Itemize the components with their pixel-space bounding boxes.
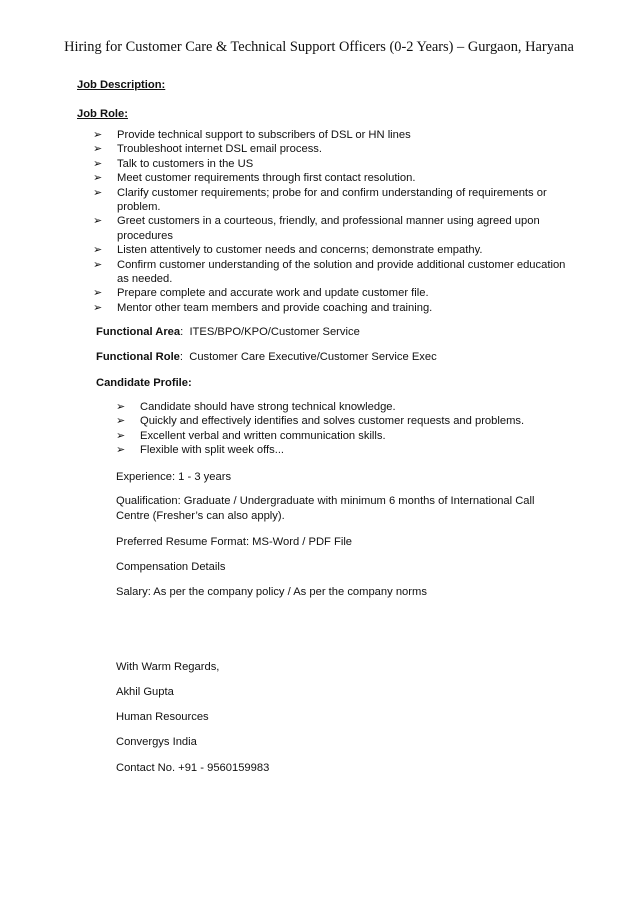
list-item-text: Flexible with split week offs... (140, 444, 285, 457)
functional-area-separator: : (180, 326, 184, 338)
functional-role (96, 350, 437, 364)
arrow-bullet-icon: ➢ (116, 444, 126, 457)
compensation-line: Compensation Details (116, 561, 226, 573)
list-item-text: Quickly and effectively identifies and solves customer requests and problems. (140, 415, 525, 428)
arrow-bullet-icon: ➢ (93, 215, 103, 228)
arrow-bullet-icon: ➢ (93, 244, 103, 257)
list-item-text: Mentor other team members and provide coaching and training. (117, 301, 433, 314)
list-item-text: Prepare complete and accurate work and update customer file. (117, 287, 429, 300)
signature-department: Human Resources (116, 711, 209, 723)
job-role-list (93, 128, 573, 315)
arrow-bullet-icon: ➢ (93, 172, 103, 185)
arrow-bullet-icon: ➢ (116, 429, 126, 442)
functional-area (96, 325, 360, 339)
job-role-heading: Job Role: (77, 108, 128, 120)
list-item-text: problem. (117, 201, 161, 214)
list-item-text: Meet customer requirements through first contact resolution. (117, 172, 416, 185)
arrow-bullet-icon: ➢ (93, 129, 103, 141)
list-item (93, 157, 573, 171)
list-item (116, 443, 576, 457)
page-header: Hiring for Customer Care & Technical Support Officers (0-2 Years) – Gurgaon, Haryana (64, 39, 574, 55)
arrow-bullet-icon: ➢ (116, 401, 126, 413)
list-item-text: Listen attentively to customer needs and concerns; demonstrate empathy. (117, 244, 483, 257)
functional-role-separator: : (179, 351, 184, 363)
arrow-bullet-icon: ➢ (116, 415, 126, 428)
list-item (116, 429, 576, 443)
list-item (93, 128, 573, 142)
functional-role-label: Functional Role (96, 351, 180, 363)
signature-name: Akhil Gupta (116, 686, 174, 698)
signature-contact: Contact No. +91 - 9560159983 (116, 762, 270, 774)
arrow-bullet-icon: ➢ (93, 287, 103, 300)
signature-greeting: With Warm Regards, (116, 661, 220, 673)
list-item (93, 286, 573, 300)
list-item-text: procedures (117, 229, 173, 242)
list-item (116, 414, 576, 428)
list-item-text: as needed. (117, 273, 173, 286)
signature-company: Convergys India (116, 736, 197, 748)
arrow-bullet-icon: ➢ (93, 186, 103, 199)
list-item-text: Troubleshoot internet DSL email process. (117, 143, 322, 156)
list-item-text: Provide technical support to subscribers of DSL or HN lines (117, 129, 411, 141)
list-item-text: Confirm customer understanding of the solution and provide additional customer education (117, 258, 566, 271)
job-description-heading: Job Description: (77, 79, 166, 91)
list-item (93, 258, 573, 287)
list-item (93, 243, 573, 257)
resume-format-line: Preferred Resume Format: MS-Word / PDF File (116, 536, 353, 548)
list-item-text: Greet customers in a courteous, friendly, and professional manner using agreed upon (117, 215, 540, 228)
qualification-line-2: Centre (Fresher’s can also apply). (116, 510, 285, 522)
list-item (93, 301, 573, 315)
qualification-line-1: Qualification: Graduate / Undergraduate with minimum 6 months of International Call (116, 495, 535, 507)
list-item (93, 214, 573, 243)
candidate-profile-heading: Candidate Profile: (96, 377, 192, 389)
functional-area-label: Functional Area (96, 326, 181, 338)
arrow-bullet-icon: ➢ (93, 301, 103, 314)
list-item-text: Excellent verbal and written communication skills. (140, 429, 386, 442)
experience-line: Experience: 1 - 3 years (116, 471, 232, 483)
arrow-bullet-icon: ➢ (93, 258, 103, 271)
salary-line: Salary: As per the company policy / As per the company norms (116, 586, 427, 598)
functional-role-value: Customer Care Executive/Customer Service Exec (189, 351, 437, 363)
functional-area-value: ITES/BPO/KPO/Customer Service (189, 326, 360, 338)
list-item (93, 171, 573, 185)
list-item (93, 142, 573, 156)
candidate-profile-list (116, 400, 576, 458)
list-item-text: Clarify customer requirements; probe for and confirm understanding of requirements or (117, 186, 547, 199)
list-item-text: Candidate should have strong technical knowledge. (140, 401, 396, 413)
arrow-bullet-icon: ➢ (93, 157, 103, 170)
list-item (93, 186, 573, 215)
arrow-bullet-icon: ➢ (93, 143, 103, 156)
list-item-text: Talk to customers in the US (117, 157, 254, 170)
list-item (116, 400, 576, 414)
